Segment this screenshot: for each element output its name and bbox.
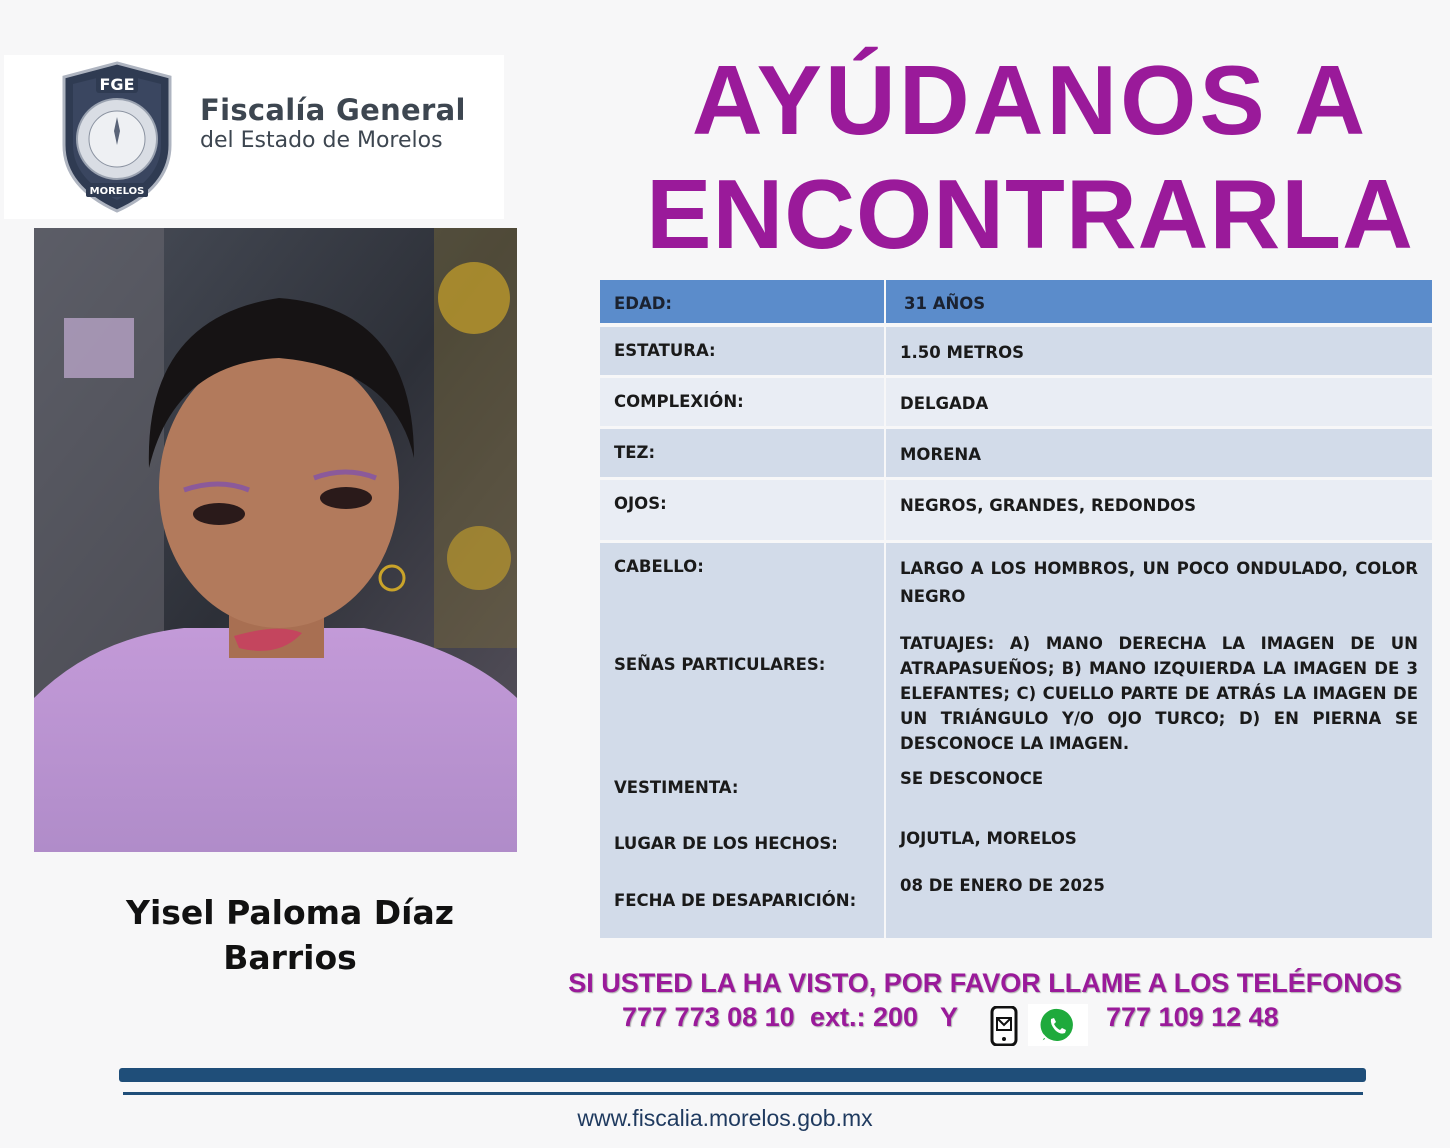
person-name-line-1: Yisel Paloma Díaz <box>126 893 454 932</box>
phone-1[interactable]: 777 773 08 10 <box>622 1002 795 1032</box>
headline-line-1: AYÚDANOS A <box>691 45 1369 155</box>
row-cabello-group <box>600 543 1432 938</box>
phone-line <box>0 1000 1450 1046</box>
label-lugar: LUGAR DE LOS HECHOS: <box>614 834 838 853</box>
details-table <box>600 280 1432 938</box>
person-name <box>34 890 546 980</box>
value-estatura: 1.50 METROS <box>886 327 1432 375</box>
label-vestimenta: VESTIMENTA: <box>614 778 739 797</box>
value-ojos: NEGROS, GRANDES, REDONDOS <box>886 480 1432 540</box>
whatsapp-icon <box>1028 1004 1088 1046</box>
label-edad: EDAD: <box>600 280 884 323</box>
label-estatura: ESTATURA: <box>600 327 884 375</box>
label-cabello: CABELLO: <box>614 557 704 576</box>
logo-subtitle: del Estado de Morelos <box>200 128 443 153</box>
row-complexion <box>600 378 1432 426</box>
phone-2[interactable]: 777 109 12 48 <box>1106 1002 1279 1032</box>
row-ojos <box>600 480 1432 540</box>
footer-divider-thin <box>123 1092 1363 1095</box>
row-tez <box>600 429 1432 477</box>
phone-extension: ext.: 200 <box>810 1002 919 1032</box>
value-lugar: JOJUTLA, MORELOS <box>900 829 1077 848</box>
value-fecha: 08 DE ENERO DE 2025 <box>900 876 1105 895</box>
label-tez: TEZ: <box>600 429 884 477</box>
value-cabello: LARGO A LOS HOMBROS, UN POCO ONDULADO, COLOR NEGRO <box>900 559 1418 606</box>
value-complexion: DELGADA <box>886 378 1432 426</box>
missing-person-photo <box>34 228 517 852</box>
value-vestimenta: SE DESCONOCE <box>900 769 1044 788</box>
footer-divider-thick <box>119 1068 1366 1082</box>
labels-group <box>600 543 884 938</box>
values-group <box>886 543 1432 938</box>
logo-title: Fiscalía General <box>200 93 466 127</box>
label-fecha: FECHA DE DESAPARICIÓN: <box>614 891 857 910</box>
person-name-line-2: Barrios <box>223 938 357 977</box>
value-edad: 31 AÑOS <box>886 280 1432 323</box>
label-ojos: OJOS: <box>600 480 884 540</box>
phone-conjunction: Y <box>940 1002 959 1032</box>
portrait-illustration <box>34 228 517 852</box>
value-senas: TATUAJES: A) MANO DERECHA LA IMAGEN DE UN ATRAPASUEÑOS; B) MANO IZQUIERDA LA IMAGEN DE 3 ELEFANTES; C) CUELLO PARTE DE ATRÁS LA IMAGEN DE UN TRIÁNGULO Y/O OJO TURCO; D) EN PIERNA SE DESCONOCE LA IMAGEN. <box>900 634 1418 753</box>
row-edad <box>600 280 1432 323</box>
headline <box>610 45 1450 276</box>
mobile-phone-icon <box>990 1006 1018 1046</box>
fge-logo <box>4 55 504 219</box>
value-tez: MORENA <box>886 429 1432 477</box>
shield-emblem-icon <box>58 61 176 213</box>
whatsapp-badge <box>1028 1004 1088 1046</box>
row-estatura <box>600 327 1432 375</box>
website-link[interactable]: www.fiscalia.morelos.gob.mx <box>577 1105 873 1131</box>
label-senas: SEÑAS PARTICULARES: <box>614 655 826 674</box>
shield-top-text: FGE <box>99 75 135 94</box>
headline-line-2: ENCONTRARLA <box>646 159 1414 269</box>
shield-bottom-text: MORELOS <box>89 186 145 197</box>
call-to-action: SI USTED LA HA VISTO, POR FAVOR LLAME A LOS TELÉFONOS <box>568 968 1402 998</box>
label-complexion: COMPLEXIÓN: <box>600 378 884 426</box>
